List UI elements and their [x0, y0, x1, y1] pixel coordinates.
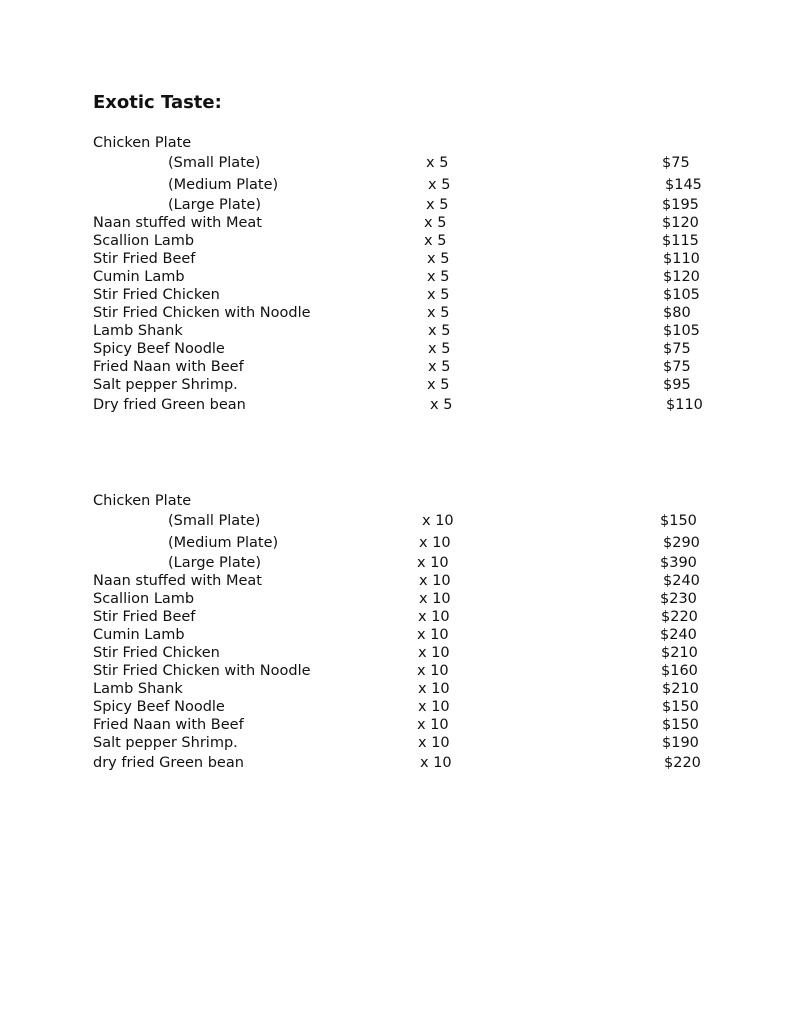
item-name: Scallion Lamb	[93, 591, 195, 607]
menu-row	[0, 626, 791, 644]
item-price: $150	[662, 717, 699, 733]
item-price: $75	[663, 341, 691, 357]
item-name: Naan stuffed with Meat	[93, 573, 262, 589]
menu-row	[0, 232, 791, 250]
item-name: Fried Naan with Beef	[93, 717, 244, 733]
item-quantity: x 10	[418, 609, 450, 625]
menu-row	[0, 754, 791, 772]
menu-row	[0, 396, 791, 414]
item-price: $190	[662, 735, 699, 751]
item-price: $115	[662, 233, 699, 249]
item-name: Naan stuffed with Meat	[93, 215, 262, 231]
item-quantity: x 5	[426, 197, 449, 213]
page-title: Exotic Taste:	[93, 92, 222, 113]
menu-row	[0, 716, 791, 734]
item-name: Spicy Beef Noodle	[93, 341, 225, 357]
item-quantity: x 5	[426, 155, 449, 171]
item-quantity: x 10	[418, 645, 450, 661]
item-name: Cumin Lamb	[93, 627, 185, 643]
menu-row	[0, 196, 791, 214]
item-quantity: x 10	[419, 573, 451, 589]
item-price: $120	[662, 215, 699, 231]
item-name: Chicken Plate	[93, 493, 192, 509]
item-price: $145	[665, 177, 702, 193]
menu-row	[0, 492, 791, 510]
item-quantity: x 10	[419, 591, 451, 607]
item-price: $240	[663, 573, 700, 589]
item-price: $80	[663, 305, 691, 321]
item-name: Lamb Shank	[93, 681, 183, 697]
item-price: $195	[662, 197, 699, 213]
item-quantity: x 10	[418, 699, 450, 715]
item-quantity: x 10	[417, 555, 449, 571]
item-quantity: x 10	[420, 755, 452, 771]
item-name: Salt pepper Shrimp.	[93, 377, 238, 393]
item-price: $240	[660, 627, 697, 643]
menu-row	[0, 662, 791, 680]
item-name: Stir Fried Chicken	[93, 645, 220, 661]
item-quantity: x 5	[427, 305, 450, 321]
item-name: Lamb Shank	[93, 323, 183, 339]
item-price: $105	[663, 323, 700, 339]
menu-row	[0, 176, 791, 194]
item-price: $105	[663, 287, 700, 303]
menu-row	[0, 572, 791, 590]
item-quantity: x 10	[418, 735, 450, 751]
item-price: $210	[661, 645, 698, 661]
item-name: Stir Fried Chicken with Noodle	[93, 663, 311, 679]
item-price: $150	[662, 699, 699, 715]
item-quantity: x 10	[422, 513, 454, 529]
item-price: $120	[663, 269, 700, 285]
item-price: $95	[663, 377, 691, 393]
item-price: $110	[663, 251, 700, 267]
item-quantity: x 5	[428, 359, 451, 375]
item-name: Stir Fried Chicken	[93, 287, 220, 303]
item-price: $210	[662, 681, 699, 697]
item-price: $150	[660, 513, 697, 529]
item-price: $75	[663, 359, 691, 375]
item-price: $290	[663, 535, 700, 551]
menu-row	[0, 534, 791, 552]
item-quantity: x 5	[427, 287, 450, 303]
menu-row	[0, 554, 791, 572]
menu-row	[0, 680, 791, 698]
item-quantity: x 10	[417, 717, 449, 733]
item-name: Scallion Lamb	[93, 233, 195, 249]
menu-row	[0, 608, 791, 626]
item-quantity: x 5	[430, 397, 453, 413]
menu-row	[0, 268, 791, 286]
item-price: $230	[660, 591, 697, 607]
item-quantity: x 10	[418, 681, 450, 697]
item-name: (Small Plate)	[168, 155, 261, 171]
item-name: Cumin Lamb	[93, 269, 185, 285]
item-quantity: x 10	[419, 535, 451, 551]
item-quantity: x 5	[424, 215, 447, 231]
item-quantity: x 5	[427, 269, 450, 285]
item-quantity: x 10	[417, 663, 449, 679]
item-name: Chicken Plate	[93, 135, 192, 151]
menu-row	[0, 304, 791, 322]
menu-row	[0, 734, 791, 752]
item-name: Salt pepper Shrimp.	[93, 735, 238, 751]
menu-row	[0, 340, 791, 358]
item-name: dry fried Green bean	[93, 755, 244, 771]
menu-row	[0, 590, 791, 608]
menu-row	[0, 512, 791, 530]
item-name: Dry fried Green bean	[93, 397, 246, 413]
item-price: $220	[661, 609, 698, 625]
menu-row	[0, 698, 791, 716]
item-name: Stir Fried Chicken with Noodle	[93, 305, 311, 321]
item-name: Stir Fried Beef	[93, 609, 196, 625]
menu-row	[0, 214, 791, 232]
item-quantity: x 5	[428, 177, 451, 193]
item-name: Fried Naan with Beef	[93, 359, 244, 375]
item-quantity: x 5	[428, 323, 451, 339]
item-name: (Large Plate)	[168, 555, 261, 571]
item-quantity: x 5	[427, 377, 450, 393]
item-name: (Medium Plate)	[168, 535, 279, 551]
menu-row	[0, 322, 791, 340]
item-name: (Large Plate)	[168, 197, 261, 213]
item-name: (Small Plate)	[168, 513, 261, 529]
menu-row	[0, 154, 791, 172]
item-price: $160	[661, 663, 698, 679]
item-quantity: x 5	[428, 341, 451, 357]
item-quantity: x 5	[427, 251, 450, 267]
menu-row	[0, 358, 791, 376]
menu-row	[0, 250, 791, 268]
menu-row	[0, 376, 791, 394]
menu-row	[0, 286, 791, 304]
item-quantity: x 10	[417, 627, 449, 643]
item-price: $390	[660, 555, 697, 571]
item-name: (Medium Plate)	[168, 177, 279, 193]
item-price: $75	[662, 155, 690, 171]
menu-row	[0, 134, 791, 152]
item-name: Spicy Beef Noodle	[93, 699, 225, 715]
item-quantity: x 5	[424, 233, 447, 249]
menu-row	[0, 644, 791, 662]
item-name: Stir Fried Beef	[93, 251, 196, 267]
item-price: $110	[666, 397, 703, 413]
item-price: $220	[664, 755, 701, 771]
